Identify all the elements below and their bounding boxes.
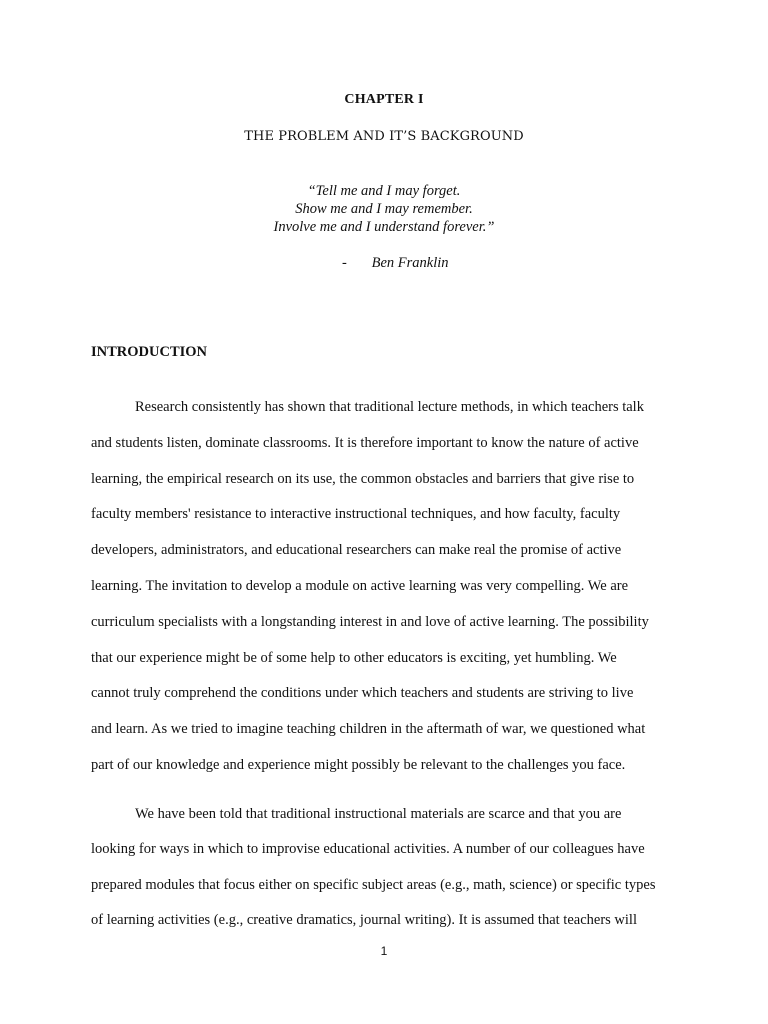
paragraph-line: of learning activities (e.g., creative dramatics, journal writing). It is assumed that teachers will [91,912,637,928]
paragraph-line: learning. The invitation to develop a module on active learning was very compelling. We are [91,578,629,594]
paragraph-line: looking for ways in which to improvise educational activities. A number of our colleagues have [91,841,645,858]
page-number: 1 [380,944,388,958]
quote-author: Ben Franklin [371,255,449,271]
paragraph-line: learning, the empirical research on its use, the common obstacles and barriers that give rise to [91,470,635,487]
paragraph-line: cannot truly comprehend the conditions under which teachers and students are striving to live [91,685,634,702]
paragraph-line: and learn. As we tried to imagine teaching children in the aftermath of war, we questioned what [91,721,646,738]
chapter-title: CHAPTER I [344,92,424,107]
paragraph-line: Research consistently has shown that traditional lecture methods, in which teachers talk [135,399,644,415]
paragraph-line: prepared modules that focus either on specific subject areas (e.g., math, science) or specific types [91,876,656,893]
quote-line: Show me and I may remember. [295,201,473,217]
paragraph-line: developers, administrators, and educational researchers can make real the promise of active [91,542,622,559]
quote-line: “Tell me and I may forget. [307,183,461,199]
paragraph-line: curriculum specialists with a longstanding interest in and love of active learning. The possibility [91,613,649,630]
epigraph-quote [0,182,768,236]
paragraph-line: part of our knowledge and experience might possibly be relevant to the challenges you face. [91,757,626,773]
paragraph-line: that our experience might be of some help to other educators is exciting, yet humbling. We [91,649,617,666]
paragraph-line: faculty members' resistance to interactive instructional techniques, and how faculty, faculty [91,506,621,523]
section-heading: INTRODUCTION [91,344,208,360]
quote-attribution [342,255,449,272]
paragraph-line: We have been told that traditional instructional materials are scarce and that you are [135,806,622,822]
attribution-dash: - [342,255,347,271]
chapter-subtitle: THE PROBLEM AND IT’S BACKGROUND [244,129,524,144]
paragraph-line: and students listen, dominate classrooms. It is therefore important to know the nature of active [91,434,639,451]
quote-line: Involve me and I understand forever.” [273,219,495,235]
